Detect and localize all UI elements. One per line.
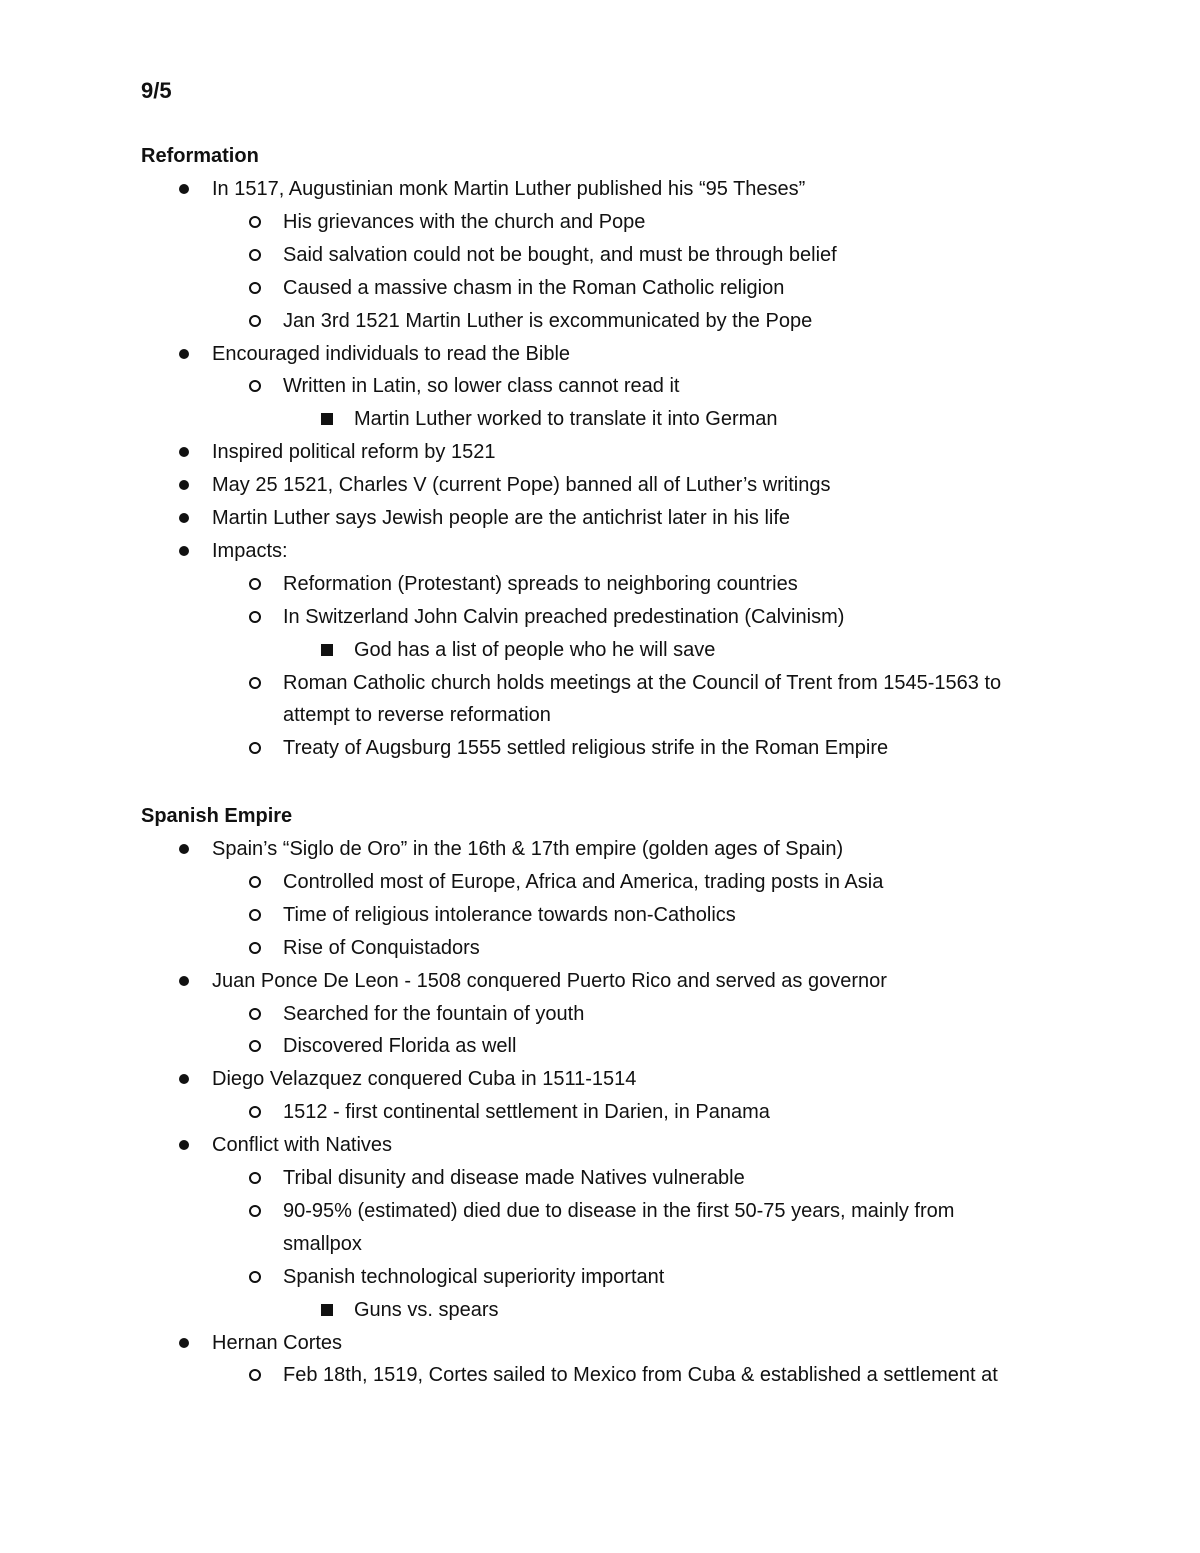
list-item: Jan 3rd 1521 Martin Luther is excommunicated by the Pope (283, 309, 813, 332)
list-item: Conflict with Natives (212, 1134, 393, 1157)
hollow-circle-bullet-icon (249, 380, 261, 392)
filled-square-bullet-icon (321, 1304, 333, 1316)
list-item: Diego Velazquez conquered Cuba in 1511-1514 (212, 1068, 637, 1091)
list-item: Tribal disunity and disease made Natives vulnerable (283, 1167, 745, 1189)
hollow-circle-bullet-icon (249, 742, 261, 754)
list-item: Guns vs. spears (354, 1298, 499, 1321)
hollow-circle-bullet-icon (249, 249, 261, 261)
filled-circle-bullet-icon (179, 184, 189, 194)
list-item: Caused a massive chasm in the Roman Catholic religion (283, 276, 785, 299)
list-item: Roman Catholic church holds meetings at the Council of Trent from 1545-1563 to (283, 671, 1002, 694)
hollow-circle-bullet-icon (249, 578, 261, 590)
filled-circle-bullet-icon (179, 1140, 189, 1150)
list-item-continuation: attempt to reverse reformation (283, 704, 551, 727)
list-item: Controlled most of Europe, Africa and America, trading posts in Asia (283, 870, 884, 893)
list-item: Spanish technological superiority important (283, 1265, 665, 1288)
list-item: In 1517, Augustinian monk Martin Luther published his “95 Theses” (212, 178, 806, 200)
hollow-circle-bullet-icon (249, 942, 261, 954)
list-item: Hernan Cortes (212, 1331, 343, 1354)
hollow-circle-bullet-icon (249, 1040, 261, 1052)
list-item: Time of religious intolerance towards non-Catholics (283, 903, 736, 926)
hollow-circle-bullet-icon (249, 876, 261, 888)
section-heading: Spanish Empire (141, 805, 293, 827)
hollow-circle-bullet-icon (249, 1106, 261, 1118)
list-item: Spain’s “Siglo de Oro” in the 16th & 17th empire (golden ages of Spain) (212, 838, 844, 860)
filled-circle-bullet-icon (179, 349, 189, 359)
hollow-circle-bullet-icon (249, 315, 261, 327)
list-item: Martin Luther worked to translate it into German (354, 408, 778, 431)
filled-circle-bullet-icon (179, 447, 189, 457)
list-item: Written in Latin, so lower class cannot read it (283, 375, 680, 398)
list-item: Feb 18th, 1519, Cortes sailed to Mexico from Cuba & established a settlement at (283, 1364, 998, 1387)
list-item: 1512 - first continental settlement in Darien, in Panama (283, 1101, 770, 1124)
section-heading: Reformation (141, 145, 259, 167)
date-heading: 9/5 (141, 78, 172, 103)
list-item: Searched for the fountain of youth (283, 1002, 585, 1025)
hollow-circle-bullet-icon (249, 677, 261, 689)
list-item: Treaty of Augsburg 1555 settled religious strife in the Roman Empire (283, 737, 889, 760)
list-item: In Switzerland John Calvin preached predestination (Calvinism) (283, 605, 845, 628)
filled-circle-bullet-icon (179, 844, 189, 854)
hollow-circle-bullet-icon (249, 282, 261, 294)
list-item: Juan Ponce De Leon - 1508 conquered Puerto Rico and served as governor (212, 969, 887, 992)
filled-square-bullet-icon (321, 413, 333, 425)
hollow-circle-bullet-icon (249, 1271, 261, 1283)
filled-square-bullet-icon (321, 644, 333, 656)
filled-circle-bullet-icon (179, 1074, 189, 1084)
list-item: Said salvation could not be bought, and must be through belief (283, 243, 837, 266)
hollow-circle-bullet-icon (249, 1172, 261, 1184)
hollow-circle-bullet-icon (249, 909, 261, 921)
list-item: Impacts: (212, 539, 288, 562)
hollow-circle-bullet-icon (249, 1369, 261, 1381)
hollow-circle-bullet-icon (249, 1205, 261, 1217)
list-item: Encouraged individuals to read the Bible (212, 342, 571, 365)
filled-circle-bullet-icon (179, 546, 189, 556)
list-item: Inspired political reform by 1521 (212, 441, 496, 464)
filled-circle-bullet-icon (179, 976, 189, 986)
list-item: Rise of Conquistadors (283, 936, 480, 959)
list-item: Reformation (Protestant) spreads to neighboring countries (283, 572, 798, 595)
list-item: May 25 1521, Charles V (current Pope) banned all of Luther’s writings (212, 474, 831, 497)
filled-circle-bullet-icon (179, 513, 189, 523)
list-item: Martin Luther says Jewish people are the antichrist later in his life (212, 507, 791, 529)
list-item: God has a list of people who he will save (354, 638, 716, 661)
list-item-continuation: smallpox (283, 1232, 362, 1255)
hollow-circle-bullet-icon (249, 216, 261, 228)
filled-circle-bullet-icon (179, 1338, 189, 1348)
list-item: 90-95% (estimated) died due to disease in the first 50-75 years, mainly from (283, 1199, 955, 1222)
hollow-circle-bullet-icon (249, 611, 261, 623)
filled-circle-bullet-icon (179, 480, 189, 490)
list-item: His grievances with the church and Pope (283, 210, 646, 233)
hollow-circle-bullet-icon (249, 1008, 261, 1020)
list-item: Discovered Florida as well (283, 1035, 517, 1058)
